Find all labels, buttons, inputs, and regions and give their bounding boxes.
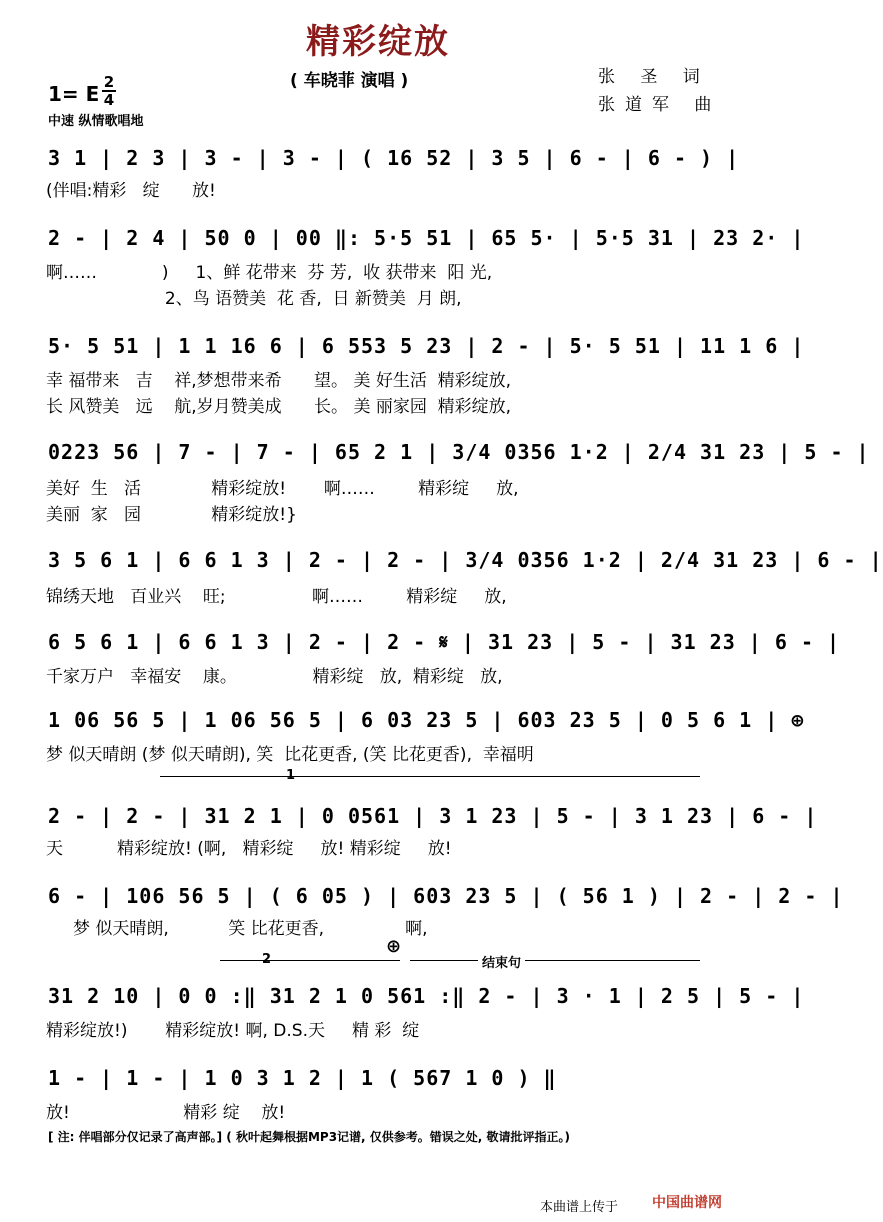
lyrics-3-b: 长 风赞美 远 航,岁月赞美成 长。 美 丽家园 精彩绽放, [46, 397, 512, 417]
time-signature [102, 74, 116, 108]
notation-line-10: 31 2 10 | 0 0 :‖ 31 2 1 0 561 :‖ 2 - | 3 · 1 | 2 5 | 5 - | [48, 984, 805, 1008]
first-ending-bracket [160, 776, 700, 777]
time-signature-bottom: 4 [103, 91, 115, 109]
lyrics-5-a: 锦绣天地 百业兴 旺; 啊…… 精彩绽 放, [46, 587, 507, 607]
second-ending-label: 2 [262, 952, 272, 967]
notation-line-1: 3 1 | 2 3 | 3 - | 3 - | ( 16 52 | 3 5 | 6 - | 6 - ) | [48, 146, 740, 170]
lyrics-1-a: (伴唱:精彩 绽 放! [46, 181, 216, 201]
first-ending-label: 1 [286, 768, 296, 783]
lyrics-9-a: 梦 似天晴朗, 笑 比花更香, 啊, [46, 919, 428, 939]
page-title: 精彩绽放 [306, 22, 450, 62]
notation-line-8: 2 - | 2 - | 31 2 1 | 0 0561 | 3 1 23 | 5 - | 3 1 23 | 6 - | [48, 804, 818, 828]
lyrics-8-a: 天 精彩绽放! (啊, 精彩绽 放! 精彩绽 放! [46, 839, 452, 859]
notation-line-2: 2 - | 2 4 | 50 0 | 00 ‖: 5·5 51 | 65 5· | 5·5 31 | 23 2· | [48, 226, 805, 250]
composer: 张道军 曲 [598, 95, 722, 115]
notation-line-9: 6 - | 106 56 5 | ( 6 05 ) | 603 23 5 | ( 56 1 ) | 2 - | 2 - | [48, 884, 844, 908]
lyricist: 张 圣 词 [598, 67, 710, 87]
ending-bracket [410, 960, 700, 961]
second-ending-bracket [220, 960, 400, 961]
notation-line-5: 3 5 6 1 | 6 6 1 3 | 2 - | 2 - | 3/4 0356 1·2 | 2/4 31 23 | 6 - | [48, 548, 883, 572]
lyrics-2-a: 啊…… ) 1、鲜 花带来 芬 芳, 收 获带来 阳 光, [46, 263, 493, 283]
notation-line-3: 5· 5 51 | 1 1 16 6 | 6 553 5 23 | 2 - | 5· 5 51 | 11 1 6 | [48, 334, 805, 358]
notation-line-4: 0223 56 | 7 - | 7 - | 65 2 1 | 3/4 0356 1·2 | 2/4 31 23 | 5 - | [48, 440, 870, 464]
notation-line-11: 1 - | 1 - | 1 0 3 1 2 | 1 ( 567 1 0 ) ‖ [48, 1066, 557, 1090]
lyrics-4-a: 美好 生 活 精彩绽放! 啊…… 精彩绽 放, [46, 479, 519, 499]
lyrics-2-b: 2、鸟 语赞美 花 香, 日 新赞美 月 朗, [46, 289, 462, 309]
lyrics-4-b: 美丽 家 园 精彩绽放!} [46, 505, 303, 525]
time-signature-top: 2 [103, 73, 115, 91]
lyrics-11-a: 放! 精彩 绽 放! [46, 1103, 286, 1123]
singer-line: ( 车晓菲 演唱 ) [290, 71, 409, 91]
upload-notice: 本曲谱上传于 [540, 1200, 619, 1215]
lyrics-6-a: 千家万户 幸福安 康。 精彩绽 放, 精彩绽 放, [46, 667, 503, 687]
footnote: [ 注: 伴唱部分仅记录了高声部。] ( 秋叶起舞根据MP3记谱, 仅供参考。错误之处, 敬请批评指正。) [48, 1130, 571, 1144]
coda-icon: ⊕ [386, 936, 402, 957]
lyrics-7-a: 梦 似天晴朗 (梦 似天晴朗), 笑 比花更香, (笑 比花更香), 幸福明 [46, 745, 534, 765]
lyrics-10-a: 精彩绽放!) 精彩绽放! 啊, D.S.天 精 彩 绽 [46, 1021, 420, 1041]
site-logo: 中国曲谱网 [652, 1195, 722, 1211]
tempo-marking: 中速 纵情歌唱地 [48, 114, 144, 129]
notation-line-7: 1 06 56 5 | 1 06 56 5 | 6 03 23 5 | 603 23 5 | 0 5 6 1 | ⊕ [48, 708, 805, 732]
key-signature: 1= E [48, 82, 100, 106]
notation-line-6: 6 5 6 1 | 6 6 1 3 | 2 - | 2 - 𝄋 | 31 23 | 5 - | 31 23 | 6 - | [48, 630, 841, 654]
lyrics-3-a: 幸 福带来 吉 祥,梦想带来希 望。 美 好生活 精彩绽放, [46, 371, 512, 391]
ending-label: 结束句 [478, 952, 525, 971]
